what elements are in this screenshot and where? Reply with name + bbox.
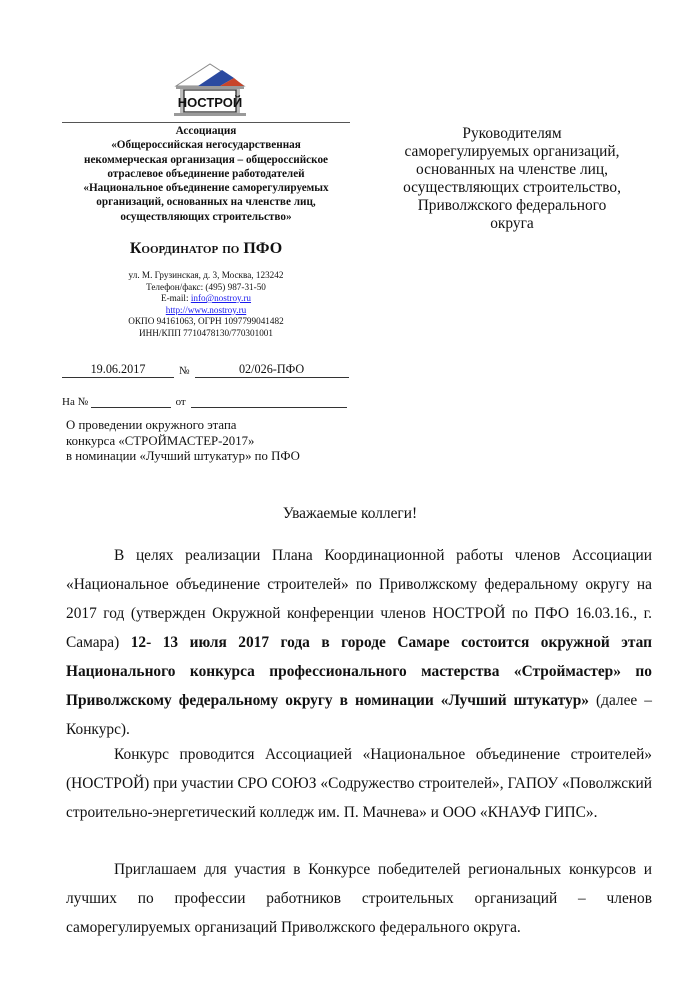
body-paragraph-3 — [66, 855, 652, 942]
phone: Телефон/факс: (495) 987-31-50 — [146, 281, 266, 292]
body-paragraph-1 — [66, 541, 652, 744]
reply-line — [62, 392, 352, 412]
recipient-line: Руководителям — [462, 125, 562, 142]
subject-line: О проведении окружного этапа — [66, 418, 237, 432]
coordinator-title — [62, 240, 350, 258]
p2-text: Конкурс проводится Ассоциацией «Национальное объединение строителей» (НОСТРОЙ) при участии СРО СОЮЗ «Содружество строителей», ГАПОУ «Поволжский строительно-энергетический колледж им. П. Мачнева» и ООО «КНАУФ ГИПС». — [66, 746, 652, 821]
email-link[interactable]: info@nostroy.ru — [190, 293, 252, 303]
org-line: «Общероссийская негосударственная — [111, 139, 301, 152]
p1-regular: В целях реализации Плана Координационной работы членов Ассоциации «Национальное объединение строителей» по Приволжскому федеральному округу на 2017 год (утвержден Окружной конференции членов НОСТРОЙ по ПФО 16.03.16., г. Самара) — [66, 547, 652, 651]
reply-date-field — [191, 392, 347, 408]
p3-text: Приглашаем для участия в Конкурсе победителей региональных конкурсов и лучших по профессии работников строительных организаций – членов саморегулируемых организаций Приволжского федерального округа. — [66, 861, 652, 936]
org-line: организаций, основанных на членстве лиц, — [96, 196, 316, 209]
org-line: отраслевое объединение работодателей — [107, 167, 305, 180]
greeting: Уважаемые коллеги! — [282, 505, 418, 522]
reply-label: На № — [62, 396, 89, 408]
contact-info — [62, 270, 350, 339]
outgoing-number: 02/026-ПФО — [195, 362, 349, 378]
address: ул. М. Грузинская, д. 3, Москва, 123242 — [128, 270, 284, 280]
email-label: E-mail: — [160, 293, 191, 303]
outgoing-date: 19.06.2017 — [62, 362, 174, 378]
coordinator-title-text: Координатор по ПФО — [129, 240, 283, 257]
okpo-ogrn: ОКПО 94161063, ОГРН 1097799041482 — [128, 316, 284, 326]
p1-bold: 12- 13 июля 2017 года в городе Самаре состоится окружной этап Национального конкурса профессионального мастерства «Строймастер» по Приволжскому федеральному округу в номинации «Лучший штукатур» — [66, 634, 653, 709]
website-link[interactable]: http://www.nostroy.ru — [165, 304, 247, 315]
logo-text: НОСТРОЙ — [177, 95, 243, 110]
org-line: некоммерческая организация – общероссийское — [84, 153, 328, 166]
from-label: от — [175, 396, 186, 408]
recipient-line: округа — [490, 215, 534, 232]
recipient-line: основанных на членстве лиц, — [416, 161, 608, 178]
recipient — [372, 125, 652, 233]
recipient-line: Приволжского федерального — [417, 197, 607, 214]
org-line: «Национальное объединение саморегулируемых — [83, 182, 329, 195]
subject-line: конкурса «СТРОЙМАСТЕР-2017» — [66, 433, 255, 448]
subject — [66, 418, 366, 465]
nostroy-logo-graphic — [172, 62, 248, 120]
number-label: № — [179, 365, 190, 377]
subject-line: в номинации «Лучший штукатур» по ПФО — [66, 449, 300, 463]
org-line: Ассоциация — [175, 125, 237, 137]
body-paragraph-2 — [66, 740, 652, 827]
organization-name — [62, 124, 350, 224]
reply-number-field — [91, 392, 171, 408]
registration-line — [62, 362, 352, 382]
recipient-line: осуществляющих строительство, — [403, 179, 621, 196]
inn-kpp: ИНН/КПП 7710478130/770301001 — [139, 327, 273, 338]
p1-tail: (далее – Конкурс). — [66, 692, 652, 738]
email-line — [62, 293, 350, 305]
org-line: осуществляющих строительство» — [120, 210, 292, 223]
recipient-line: саморегулируемых организаций, — [404, 143, 620, 160]
nostroy-logo — [172, 62, 248, 120]
header-divider — [62, 122, 350, 123]
